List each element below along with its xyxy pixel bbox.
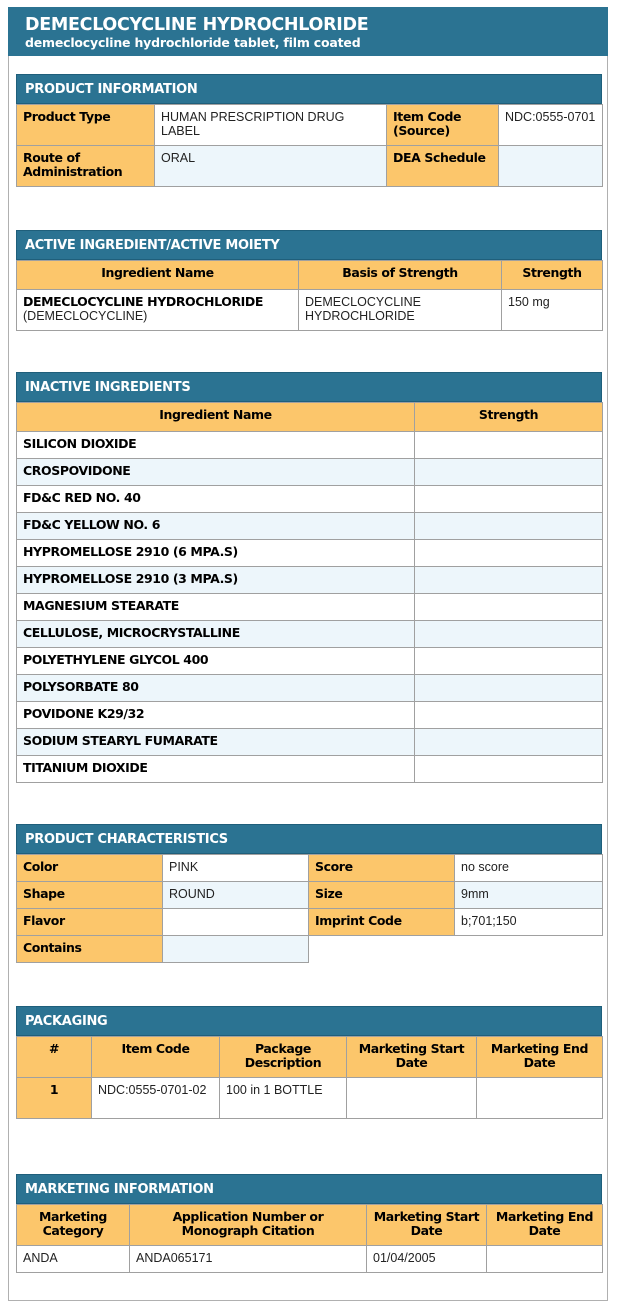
inactive-ingredients-rows	[17, 432, 603, 783]
title-bar	[8, 7, 608, 56]
item-code-label: Item Code (Source)	[387, 105, 499, 146]
section-heading: PRODUCT INFORMATION	[16, 74, 602, 104]
shape-value: ROUND	[163, 882, 309, 909]
section-heading: ACTIVE INGREDIENT/ACTIVE MOIETY	[16, 230, 602, 260]
inactive-ingredient-strength	[415, 648, 603, 675]
route-label: Route of Administration	[17, 146, 155, 187]
imprint-code-value: b;701;150	[455, 909, 603, 936]
package-item-code: NDC:0555-0701-02	[92, 1078, 220, 1119]
table-row	[17, 729, 603, 756]
drug-title: DEMECLOCYCLINE HYDROCHLORIDE	[25, 15, 369, 35]
table-row	[17, 459, 603, 486]
marketing-category: ANDA	[17, 1246, 130, 1273]
contains-label: Contains	[17, 936, 163, 963]
active-ingredient-table	[16, 260, 603, 331]
inactive-ingredient-name: MAGNESIUM STEARATE	[17, 594, 415, 621]
column-header: Package Description	[220, 1037, 347, 1078]
column-header: Strength	[415, 403, 603, 432]
product-type-label: Product Type	[17, 105, 155, 146]
marketing-start-date: 01/04/2005	[367, 1246, 487, 1273]
dea-schedule-label: DEA Schedule	[387, 146, 499, 187]
color-value: PINK	[163, 855, 309, 882]
table-row	[17, 909, 603, 936]
score-label: Score	[309, 855, 455, 882]
item-code-value: NDC:0555-0701	[499, 105, 603, 146]
table-row	[17, 146, 603, 187]
column-header: Ingredient Name	[17, 403, 415, 432]
inactive-ingredient-strength	[415, 702, 603, 729]
application-number: ANDA065171	[130, 1246, 367, 1273]
size-value: 9mm	[455, 882, 603, 909]
packaging-table	[16, 1036, 603, 1119]
inactive-ingredient-name: POLYSORBATE 80	[17, 675, 415, 702]
table-row	[17, 675, 603, 702]
dea-schedule-value	[499, 146, 603, 187]
column-header: Marketing End Date	[487, 1205, 603, 1246]
table-row	[17, 648, 603, 675]
column-header: Application Number or Monograph Citation	[130, 1205, 367, 1246]
product-type-value: HUMAN PRESCRIPTION DRUG LABEL	[155, 105, 387, 146]
table-row	[17, 936, 603, 963]
inactive-ingredient-strength	[415, 756, 603, 783]
section-heading: PRODUCT CHARACTERISTICS	[16, 824, 602, 854]
column-header: Strength	[502, 261, 603, 290]
table-row	[17, 702, 603, 729]
strength-value: 150 mg	[502, 290, 603, 331]
table-row	[17, 882, 603, 909]
column-header: Basis of Strength	[299, 261, 502, 290]
inactive-ingredient-strength	[415, 567, 603, 594]
column-header: Marketing Category	[17, 1205, 130, 1246]
table-row	[17, 756, 603, 783]
table-header-row	[17, 403, 603, 432]
basis-of-strength: DEMECLOCYCLINE HYDROCHLORIDE	[299, 290, 502, 331]
inactive-ingredient-name: CELLULOSE, MICROCRYSTALLINE	[17, 621, 415, 648]
inactive-ingredient-strength	[415, 675, 603, 702]
inactive-ingredient-strength	[415, 621, 603, 648]
inactive-ingredient-name: SODIUM STEARYL FUMARATE	[17, 729, 415, 756]
table-row	[17, 432, 603, 459]
product-information-section	[16, 74, 602, 187]
table-row	[17, 567, 603, 594]
table-header-row	[17, 1037, 603, 1078]
inactive-ingredient-strength	[415, 594, 603, 621]
table-row	[17, 290, 603, 331]
table-row	[17, 540, 603, 567]
shape-label: Shape	[17, 882, 163, 909]
table-row	[17, 486, 603, 513]
packaging-section	[16, 1006, 602, 1119]
package-start-date	[347, 1078, 477, 1119]
active-ingredient-section	[16, 230, 602, 331]
section-heading: INACTIVE INGREDIENTS	[16, 372, 602, 402]
inactive-ingredient-name: FD&C RED NO. 40	[17, 486, 415, 513]
inactive-ingredient-name: POVIDONE K29/32	[17, 702, 415, 729]
table-row	[17, 621, 603, 648]
color-label: Color	[17, 855, 163, 882]
table-row	[17, 1078, 603, 1119]
inactive-ingredient-name: POLYETHYLENE GLYCOL 400	[17, 648, 415, 675]
column-header: Item Code	[92, 1037, 220, 1078]
table-header-row	[17, 261, 603, 290]
marketing-table	[16, 1204, 603, 1273]
product-characteristics-section	[16, 824, 602, 963]
inactive-ingredient-strength	[415, 729, 603, 756]
package-description: 100 in 1 BOTTLE	[220, 1078, 347, 1119]
section-heading: PACKAGING	[16, 1006, 602, 1036]
score-value: no score	[455, 855, 603, 882]
inactive-ingredient-name: HYPROMELLOSE 2910 (3 MPA.S)	[17, 567, 415, 594]
inactive-ingredient-strength	[415, 540, 603, 567]
ingredient-name-cell	[17, 290, 299, 331]
product-information-table	[16, 104, 603, 187]
inactive-ingredient-name: TITANIUM DIOXIDE	[17, 756, 415, 783]
table-row	[17, 855, 603, 882]
marketing-end-date	[487, 1246, 603, 1273]
section-heading: MARKETING INFORMATION	[16, 1174, 602, 1204]
column-header: Marketing Start Date	[367, 1205, 487, 1246]
inactive-ingredient-strength	[415, 513, 603, 540]
package-end-date	[477, 1078, 603, 1119]
inactive-ingredient-strength	[415, 486, 603, 513]
inactive-ingredient-strength	[415, 459, 603, 486]
table-row	[17, 594, 603, 621]
column-header: #	[17, 1037, 92, 1078]
flavor-value	[163, 909, 309, 936]
column-header: Marketing End Date	[477, 1037, 603, 1078]
table-row	[17, 513, 603, 540]
inactive-ingredient-name: CROSPOVIDONE	[17, 459, 415, 486]
inactive-ingredient-name: HYPROMELLOSE 2910 (6 MPA.S)	[17, 540, 415, 567]
inactive-ingredient-name: FD&C YELLOW NO. 6	[17, 513, 415, 540]
drug-subtitle: demeclocycline hydrochloride tablet, film coated	[25, 35, 361, 50]
table-row	[17, 105, 603, 146]
characteristics-table	[16, 854, 603, 963]
inactive-ingredients-table	[16, 402, 603, 783]
column-header: Marketing Start Date	[347, 1037, 477, 1078]
flavor-label: Flavor	[17, 909, 163, 936]
inactive-ingredients-section	[16, 372, 602, 783]
marketing-information-section	[16, 1174, 602, 1273]
table-row	[17, 1246, 603, 1273]
column-header: Ingredient Name	[17, 261, 299, 290]
contains-value	[163, 936, 309, 963]
ingredient-name: DEMECLOCYCLINE HYDROCHLORIDE	[23, 294, 264, 309]
package-number: 1	[17, 1078, 92, 1119]
route-value: ORAL	[155, 146, 387, 187]
inactive-ingredient-strength	[415, 432, 603, 459]
size-label: Size	[309, 882, 455, 909]
inactive-ingredient-name: SILICON DIOXIDE	[17, 432, 415, 459]
active-moiety: (DEMECLOCYCLINE)	[23, 309, 148, 323]
table-header-row	[17, 1205, 603, 1246]
imprint-code-label: Imprint Code	[309, 909, 455, 936]
